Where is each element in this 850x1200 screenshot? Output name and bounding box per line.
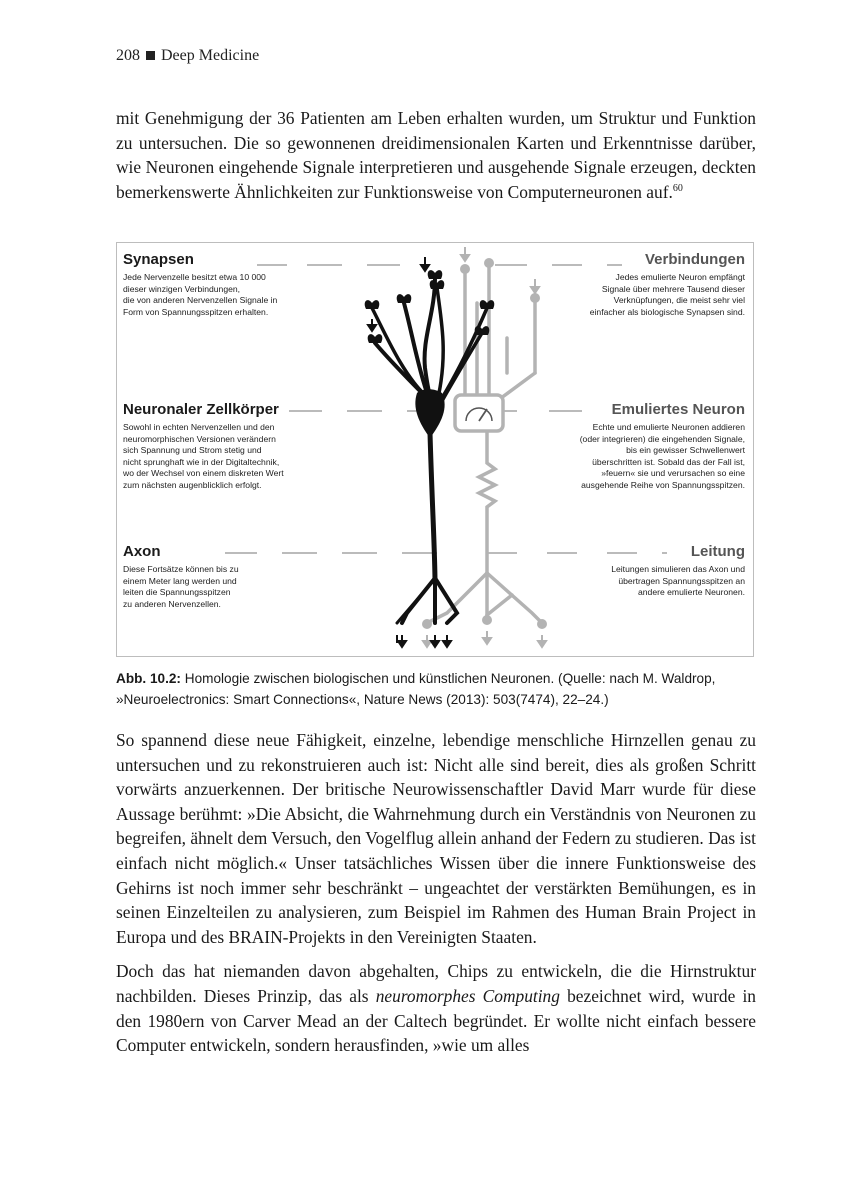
- label-synapsen: [123, 251, 313, 318]
- label-text: Diese Fortsätze können bis zu einem Meter lang werden und leiten die Spannungsspitzen zu anderen Nervenzellen.: [123, 564, 239, 609]
- italic-term: neuromorphes Computing: [375, 985, 560, 1006]
- label-text: Echte und emulierte Neuronen addieren (oder integrieren) die eingehenden Signale, bis ein gewisser Schwellenwert überschritten ist. Sobald das der Fall ist, »feuern« sie und verursachen so eine ausgehende Reihe von Spannungsspitzen.: [579, 422, 745, 490]
- paragraph-text: Doch das hat niemanden davon abgehalten, Chips zu entwickeln, die die Hirnstruktur nachbilden. Dieses Prinzip, das als: [116, 961, 756, 1006]
- paragraph-marr: So spannend diese neue Fähigkeit, einzelne, lebendige menschliche Hirnzellen genau zu untersuchen und zu rekonstruieren auch ist: Nicht alle sind bereit, dies als großen Schritt vorwärts anzuerkennen. Der britische Neurowissenschaftler David Marr wurde für diese Aussage berühmt: »Die Absicht, die Wahrnehmung durch ein Verständnis von Neuronen zu begreifen, ähnelt dem Versuch, den Vogelflug allein anhand der Federn zu studieren. Das ist einfach nicht möglich.« Unser tatsächliches Wissen über die innere Funktionsweise des Gehirns ist noch immer sehr beschränkt – ungeachtet der verstärkten Bemühungen, es in seinen Einzelteilen zu analysieren, zum Beispiel im Rahmen des Human Brain Project in Europa und des BRAIN-Projekts in den Vereinigten Staaten.: [116, 730, 756, 947]
- label-title: Axon: [123, 543, 161, 560]
- cell-body: [415, 389, 444, 438]
- neuron-figure: [116, 242, 754, 657]
- biological-arrows: [368, 257, 451, 647]
- label-axon: [123, 543, 273, 610]
- emulated-neuron-lines: [427, 265, 542, 623]
- label-title: Verbindungen: [644, 251, 745, 268]
- label-zellkoerper: [123, 401, 313, 492]
- paragraph-intro: [116, 106, 756, 214]
- label-title: Emuliertes Neuron: [611, 401, 745, 418]
- page-number: 208: [116, 47, 140, 64]
- book-title: Deep Medicine: [161, 47, 260, 64]
- label-title: Synapsen: [123, 251, 194, 268]
- label-text: Leitungen simulieren das Axon und übertragen Spannungsspitzen an andere emulierte Neuronen.: [611, 564, 745, 598]
- figure-caption: [116, 668, 756, 710]
- caption-text: Homologie zwischen biologischen und künstlichen Neuronen. (Quelle: nach M. Waldrop, »Neuroelectronics: Smart Connections«, Nature News (2013): 503(7474), 22–24.): [116, 671, 716, 707]
- footnote-ref: 60: [672, 182, 683, 194]
- caption-label: Abb. 10.2:: [116, 671, 181, 686]
- label-leitung: [565, 543, 745, 599]
- paragraph-neuromorph: [116, 959, 756, 1057]
- paragraph-text: mit Genehmigung der 36 Patienten am Leben erhalten wurden, um Struktur und Funktion zu untersuchen. Die so gewonnenen dreidimensionalen Karten und Erkenntnisse darüber, wie Neuronen eingehende Signale interpretieren und ausgehende Signale erzeugen, deckten bemerkenswerte Ähnlichkeiten zur Funktionsweise von Computerneuronen auf.: [116, 108, 756, 202]
- emulated-neuron-box: [455, 395, 503, 431]
- paragraph-text: bezeichnet wird, wurde in den 1980ern von Carver Mead an der Caltech begründet. Er wollte nicht einfach bessere Computer entwickeln, sondern herausfinden, »wie um alles: [116, 985, 756, 1056]
- label-title: Leitung: [690, 543, 745, 560]
- paragraphs-main: [116, 728, 756, 1068]
- label-text: Sowohl in echten Nervenzellen und den neuromorphischen Versionen verändern sich Spannung und Strom stetig und nicht sprunghaft wie in der Digitaltechnik, wo der Wechsel von einem diskreten Wert zum nächsten augenblicklich erfolgt.: [123, 422, 284, 490]
- square-bullet-icon: [146, 51, 155, 60]
- label-text: Jedes emulierte Neuron empfängt Signale über mehrere Tausend dieser Verknüpfungen, die meist sehr viel einfacher als biologische Synapsen sind.: [589, 272, 745, 317]
- label-emuliertes-neuron: [545, 401, 745, 492]
- biological-neuron: [372, 278, 487, 623]
- label-text: Jede Nervenzelle besitzt etwa 10 000 dieser winzigen Verbindungen, die von anderen Nervenzellen Signale in Form von Spannungsspitzen erhalten.: [123, 272, 278, 317]
- running-header: [116, 47, 259, 65]
- label-title: Neuronaler Zellkörper: [123, 401, 279, 418]
- label-verbindungen: [545, 251, 745, 318]
